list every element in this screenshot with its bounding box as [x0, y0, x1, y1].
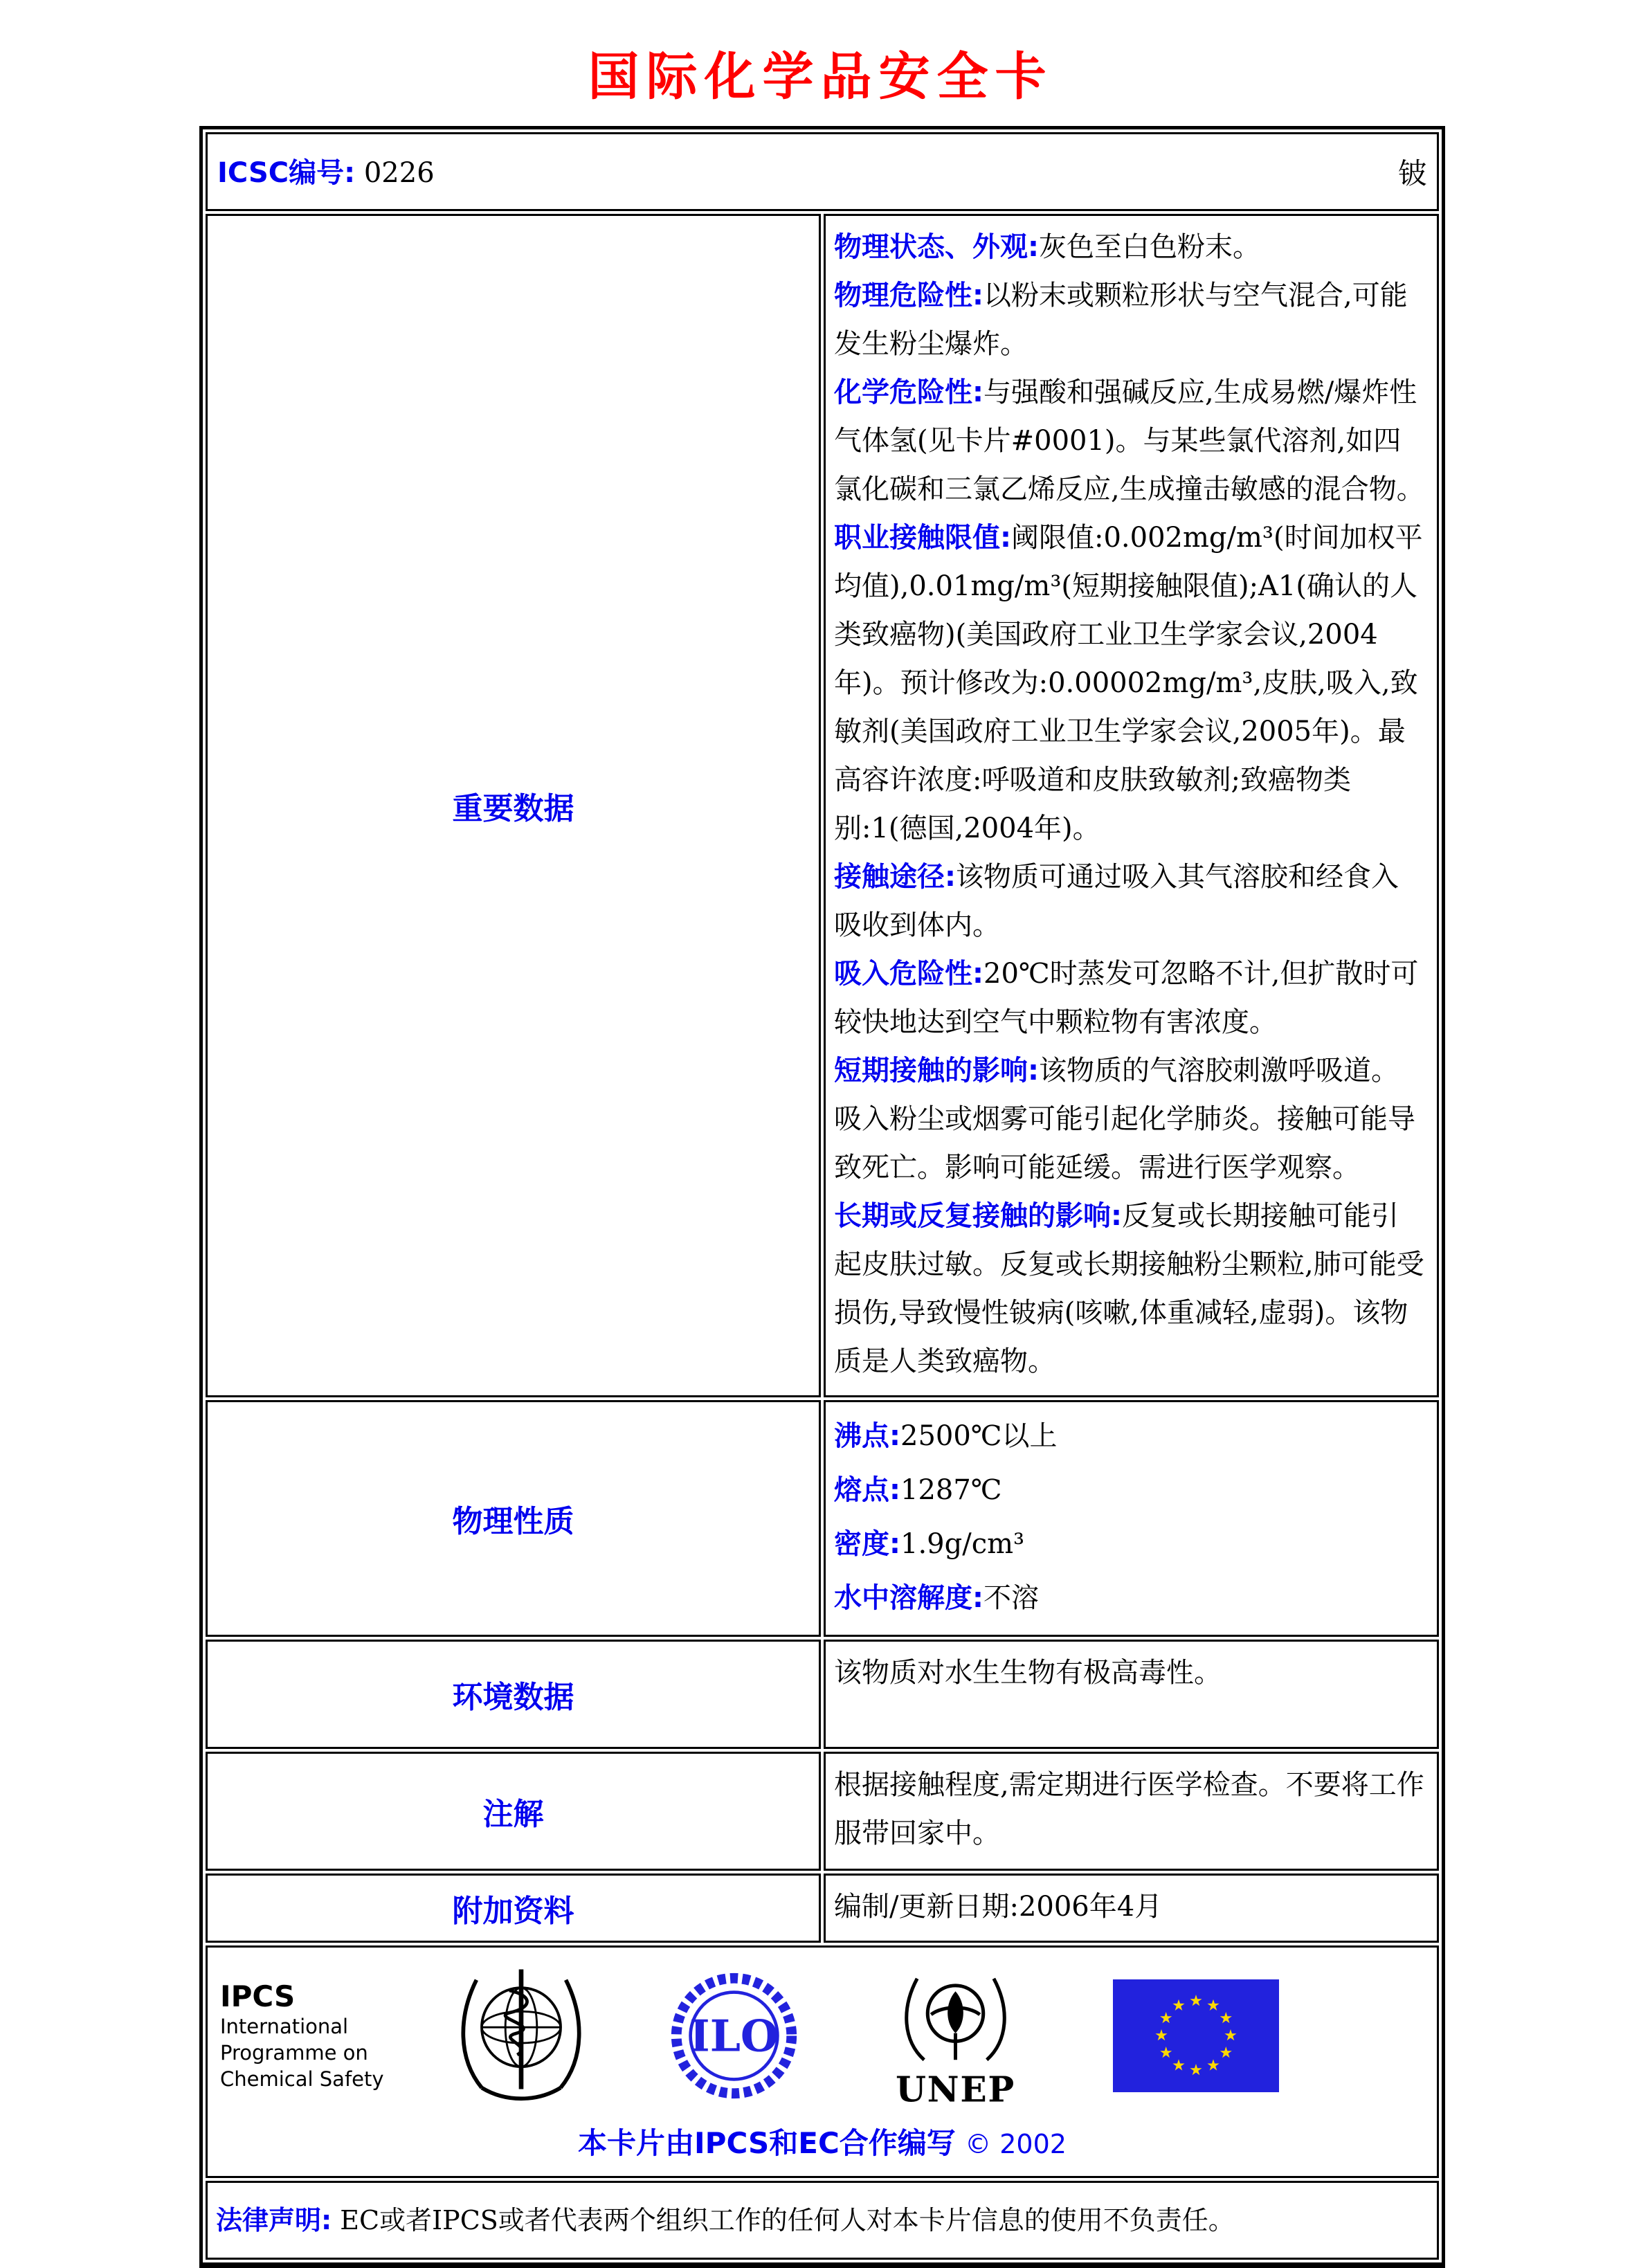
ipcs-acronym: IPCS — [220, 1979, 296, 2013]
data-item — [834, 853, 1426, 950]
item-text: 该物质可通过吸入其气溶胶和经食入吸收到体内。 — [834, 861, 1399, 941]
copyright-text: © 2002 — [965, 2129, 1067, 2159]
section-title-cell — [206, 1640, 821, 1749]
unep-letters: UNEP — [896, 2069, 1015, 2110]
item-text: 20℃时蒸发可忽略不计,但扩散时可较快地达到空气中颗粒物有害浓度。 — [834, 958, 1419, 1038]
item-label: 物理状态、外观: — [834, 231, 1039, 263]
data-item — [834, 1192, 1426, 1386]
legal-label: 法律声明: — [216, 2205, 332, 2235]
section-row-physical-properties — [206, 1400, 1439, 1637]
data-item — [834, 1046, 1426, 1192]
section-title-cell — [206, 214, 821, 1397]
safety-card-table — [199, 126, 1445, 2268]
ipcs-line: Programme on — [220, 2040, 368, 2065]
item-label: 熔点: — [834, 1474, 900, 1506]
item-text: 根据接触程度,需定期进行医学检查。不要将工作服带回家中。 — [834, 1769, 1424, 1849]
data-item — [834, 1463, 1426, 1517]
item-label: 密度: — [834, 1528, 900, 1560]
page-title: 国际化学品安全卡 — [588, 47, 1053, 107]
section-row-environmental-data — [206, 1640, 1439, 1749]
item-text: 与强酸和强碱反应,生成易燃/爆炸性气体氢(见卡片#0001)。与某些氯代溶剂,如四氯化碳和三氯乙烯反应,生成撞击敏感的混合物。 — [834, 377, 1424, 505]
logos-row — [206, 1945, 1439, 2178]
unep-logo — [891, 1960, 1019, 2111]
item-text: 灰色至白色粉末。 — [1039, 231, 1260, 263]
icsc-number-value: 0226 — [363, 157, 435, 189]
section-title-physical-properties: 物理性质 — [452, 1504, 574, 1539]
physical-properties-content — [824, 1400, 1439, 1637]
notes-content — [824, 1752, 1439, 1871]
item-label: 物理危险性: — [834, 280, 983, 311]
data-item — [834, 1409, 1426, 1463]
data-item — [834, 514, 1426, 853]
environmental-data-content — [824, 1640, 1439, 1749]
ipcs-text-block — [220, 1979, 407, 2092]
legal-row — [206, 2181, 1439, 2260]
item-text: 该物质对水生生物有极高毒性。 — [834, 1657, 1222, 1689]
item-label: 短期接触的影响: — [834, 1055, 1039, 1087]
data-item — [834, 223, 1426, 271]
ipcs-line: Chemical Safety — [220, 2067, 384, 2091]
who-logo — [455, 1961, 587, 2110]
item-text: 阈限值:0.002mg/m³(时间加权平均值),0.01mg/m³(短期接触限值);A1(确认的人类致癌物)(美国政府工业卫生学家会议,2004年)。预计修改为:0.00002mg/m³,皮肤,吸入,致敏剂(美国政府工业卫生学家会议,2005年)。最高容许浓度:呼吸道和皮肤致敏剂;致癌物类别:1(德国,2004年)。 — [834, 522, 1423, 844]
item-label: 水中溶解度: — [834, 1582, 983, 1614]
data-item — [834, 368, 1426, 514]
additional-information-content — [824, 1874, 1439, 1943]
legal-text: EC或者IPCS或者代表两个组织工作的任何人对本卡片信息的使用不负责任。 — [340, 2205, 1235, 2235]
ipcs-line: International — [220, 2014, 349, 2038]
section-title-cell — [206, 1874, 821, 1943]
section-title-cell — [206, 1752, 821, 1871]
data-item — [834, 1517, 1426, 1571]
ilo-logo — [670, 1972, 798, 2100]
section-title-notes: 注解 — [482, 1797, 544, 1832]
section-row-additional-information — [206, 1874, 1439, 1943]
legal-cell — [206, 2181, 1439, 2260]
caption-text: 本卡片由IPCS和EC合作编写 — [578, 2126, 956, 2160]
section-row-notes — [206, 1752, 1439, 1871]
data-item — [834, 950, 1426, 1046]
item-text: 1287℃ — [900, 1474, 1002, 1506]
icsc-number-label: ICSC编号: — [217, 157, 356, 189]
item-text: 不溶 — [983, 1582, 1039, 1614]
item-text: 1.9g/cm³ — [900, 1528, 1025, 1560]
item-text: 以粉末或颗粒形状与空气混合,可能发生粉尘爆炸。 — [834, 280, 1408, 360]
section-row-important-data — [206, 214, 1439, 1397]
header-row — [206, 132, 1439, 211]
ilo-letters: ILO — [689, 2010, 779, 2062]
item-label: 化学危险性: — [834, 377, 983, 408]
substance-name: 铍 — [1397, 156, 1427, 190]
eu-flag — [1113, 1979, 1279, 2092]
logos-cell — [206, 1945, 1439, 2178]
item-label: 接触途径: — [834, 861, 956, 893]
cooperation-caption — [215, 2121, 1430, 2162]
item-text: 反复或长期接触可能引起皮肤过敏。反复或长期接触粉尘颗粒,肺可能受损伤,导致慢性铍病(咳嗽,体重减轻,虚弱)。该物质是人类致癌物。 — [834, 1200, 1424, 1377]
data-item — [834, 1571, 1426, 1625]
item-label: 吸入危险性: — [834, 958, 983, 990]
item-label: 职业接触限值: — [834, 522, 1011, 554]
section-title-important-data: 重要数据 — [452, 791, 574, 826]
item-label: 长期或反复接触的影响: — [834, 1200, 1122, 1232]
data-item — [834, 271, 1426, 368]
item-text: 该物质的气溶胶刺激呼吸道。吸入粉尘或烟雾可能引起化学肺炎。接触可能导致死亡。影响可能延缓。需进行医学观察。 — [834, 1055, 1415, 1183]
item-label: 沸点: — [834, 1420, 900, 1452]
item-text: 2500℃以上 — [900, 1420, 1058, 1452]
section-title-cell — [206, 1400, 821, 1637]
header-cell — [206, 132, 1439, 211]
item-text: 编制/更新日期:2006年4月 — [834, 1891, 1163, 1923]
important-data-content — [824, 214, 1439, 1397]
section-title-environmental-data: 环境数据 — [452, 1680, 574, 1715]
section-title-additional-information: 附加资料 — [452, 1894, 574, 1929]
